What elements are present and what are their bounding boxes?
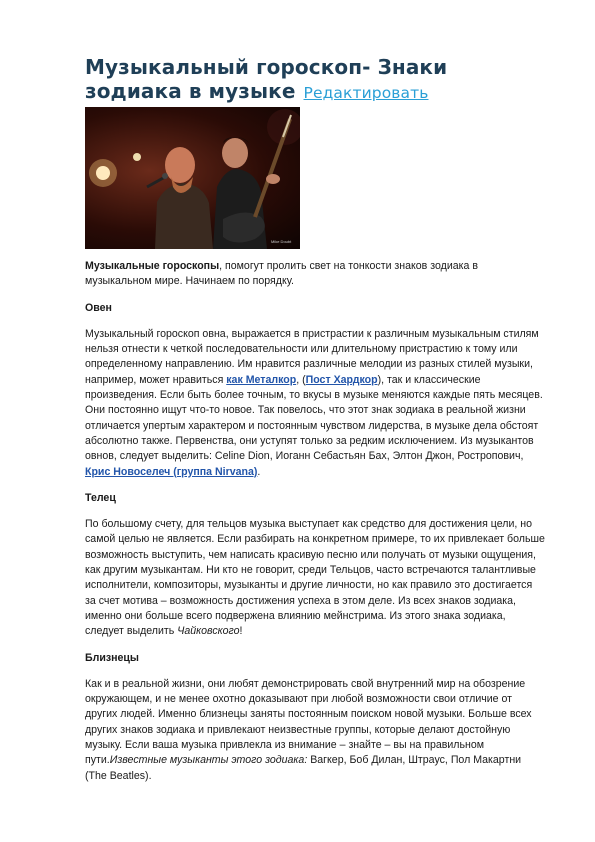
- microphone-icon: [162, 173, 168, 179]
- paragraph-taurus: [85, 517, 545, 639]
- gemini-italic: Известные музыканты этого зодиака:: [109, 754, 308, 767]
- title-text: Музыкальный гороскоп- Знаки зодиака в музыке: [85, 55, 448, 103]
- page-title: [85, 55, 545, 105]
- taurus-text-1: По большому счету, для тельцов музыка выступает как средство для достижения цели, но самой целью не является. Если разбирать на конкретном примере, то их привлекает больше возможность выступить, чем написать красивую песню или получать от музыки ощущения, как другим музыкантам. Ни кто не говорит, среди Тельцов, часто встречаются талантливые исполнители, композиторы, музыканты и другие личности, но как правило это достигается за счет мотива – возможность достижения успеха в этом деле. Из всех знаков зодиака, именно они больше всего подвержена влиянию мейнстрима. Из этого знака зодиака, следует выделить: [85, 518, 545, 638]
- photo-credit: Mike Doubt: [271, 239, 292, 244]
- link-krist-novoselic[interactable]: Крис Новоселеч (группа Nirvana): [85, 465, 258, 478]
- aries-text-3: ), так и классические произведения. Если быть более точным, то вкусы в музыке меняются каждые пять месяцев. Они постоянно ищут что-то новое. Так повелось, что этот знак зодиака в реальной жизни отличается упертым характером и постоянным чувством лидерства, в музыке дела обстоят абсолютно также. Первенства, они уступят только за редким исключением. Из музыкантов овнов, следует выделить: Celine Dion, Иоганн Себастьян Бах, Элтон Джон, Ростропович,: [85, 373, 543, 463]
- link-metalcore[interactable]: как Металкор: [226, 373, 297, 386]
- concert-photo-illustration: [85, 107, 300, 249]
- intro-bold: Музыкальные гороскопы: [85, 260, 220, 272]
- heading-aries: Овен: [85, 301, 112, 314]
- gemini-text-2: Вагкер, Боб Дилан, Штраус, Пол Макартни (The Beatles).: [85, 754, 522, 782]
- edit-link[interactable]: Редактировать: [303, 84, 429, 102]
- aries-text-4: .: [257, 465, 261, 478]
- paragraph-aries: [85, 327, 545, 480]
- taurus-italic: Чайковского: [177, 625, 240, 638]
- gemini-text-1: Как и в реальной жизни, они любят демонстрировать свой внутренний мир на обозрение окружающем, и не менее охотно доказывают при любой возможности свои отличие от других людей. Именно близнецы заняты постоянным поиском новой музыки. Больше всех других знаков зодиака и привлекают неизвестные группы, которые делают достойную музыку. Если ваша музыка привлекла из внимание – знайте – вы на правильном пути.: [85, 677, 532, 767]
- intro-text: , помогут пролить свет на тонкости знаков зодиака в музыкальном мире. Начинаем по порядку.: [85, 260, 478, 288]
- heading-taurus: Телец: [85, 491, 116, 504]
- aries-text-2: , (: [296, 373, 306, 386]
- aries-text-1: Музыкальный гороскоп овна, выражается в пристрастии к различным музыкальным стилям нельзя отнести к четкой последовательности или длительному пристрастию к тому или определенному направлению. Им нравится различные мелодии из разных стилей музыки, например, может нравиться: [85, 327, 539, 386]
- taurus-text-2: !: [239, 625, 243, 638]
- link-post-hardcore[interactable]: Пост Хардкор: [305, 373, 378, 386]
- guitarist-head: [222, 138, 248, 168]
- heading-gemini: Близнецы: [85, 651, 139, 664]
- paragraph-gemini: [85, 677, 545, 784]
- intro-paragraph: [85, 259, 545, 290]
- singer-head: [165, 147, 195, 183]
- article: [85, 55, 545, 784]
- concert-photo: [85, 107, 300, 249]
